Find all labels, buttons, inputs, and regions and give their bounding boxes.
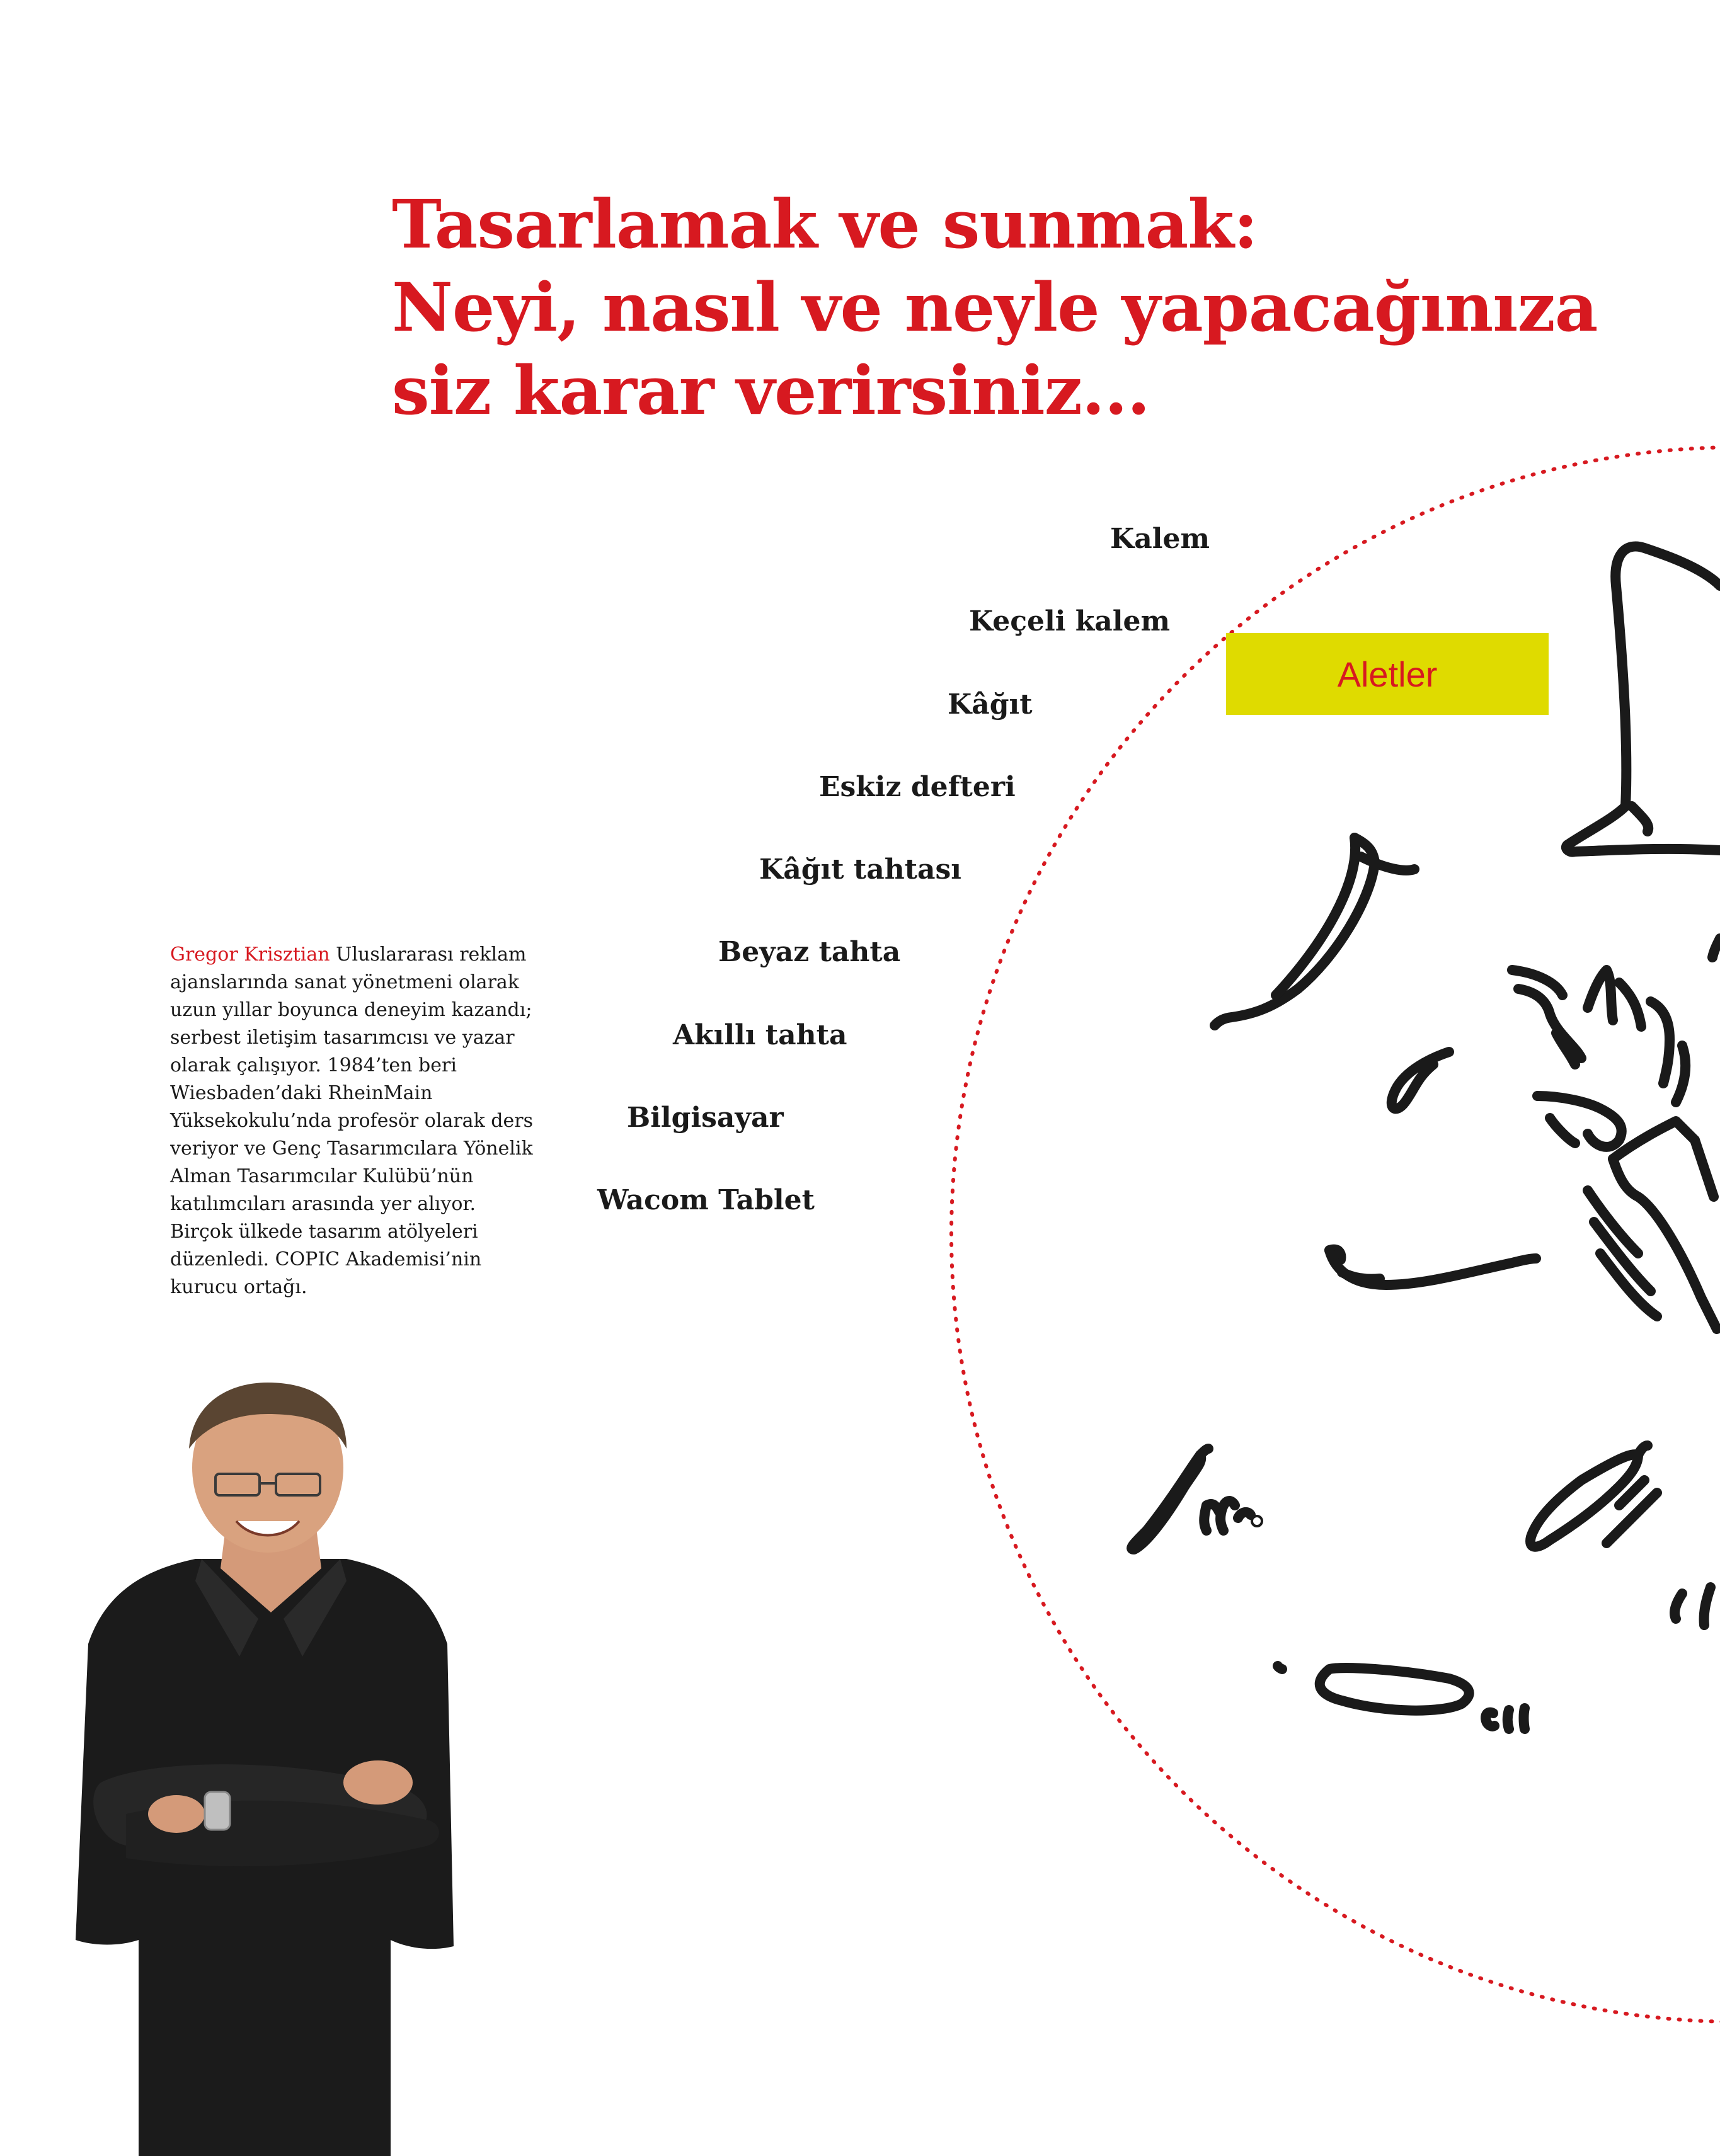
tool-item-akilli-tahta: Akıllı tahta (673, 1019, 847, 1051)
author-portrait (50, 1379, 491, 2156)
tool-item-kalem: Kalem (1110, 523, 1210, 555)
tool-item-bilgisayar: Bilgisayar (627, 1102, 784, 1134)
tool-item-wacom-tablet: Wacom Tablet (597, 1184, 815, 1216)
author-name: Gregor Krisztian (170, 944, 330, 966)
aletler-badge-label: Aletler (1337, 654, 1438, 694)
author-bio-text: Uluslararası reklam ajanslarında sanat yönetmeni olarak uzun yıllar boyunca deneyim kazandı; serbest iletişim tasarımcısı ve yazar olarak çalışıyor. 1984’ten beri Wiesbaden’daki RheinMain Yüksekokulu’nda profesör olarak ders veriyor ve Genç Tasarımcılara Yönelik Alman Tasarımcılar Kulübü’nün katılımcıları arasında yer alıyor. Birçok ülkede tasarım atölyeleri düzenledi. COPIC Akademisi’nin kurucu ortağı. (170, 944, 533, 1298)
headline-line-2: Neyi, nasıl ve neyle yapacağınıza (392, 268, 1598, 346)
tool-item-kagit-tahtasi: Kâğıt tahtası (759, 853, 962, 886)
author-bio (170, 941, 536, 1301)
tool-item-eskiz-defteri: Eskiz defteri (819, 771, 1016, 803)
tool-item-keceli-kalem: Keçeli kalem (969, 605, 1171, 637)
headline-line-1: Tasarlamak ve sunmak: (392, 185, 1258, 263)
headline-line-3: siz karar verirsiniz... (392, 351, 1150, 430)
tool-item-beyaz-tahta: Beyaz tahta (718, 936, 901, 968)
tool-item-kagit: Kâğıt (948, 688, 1033, 721)
